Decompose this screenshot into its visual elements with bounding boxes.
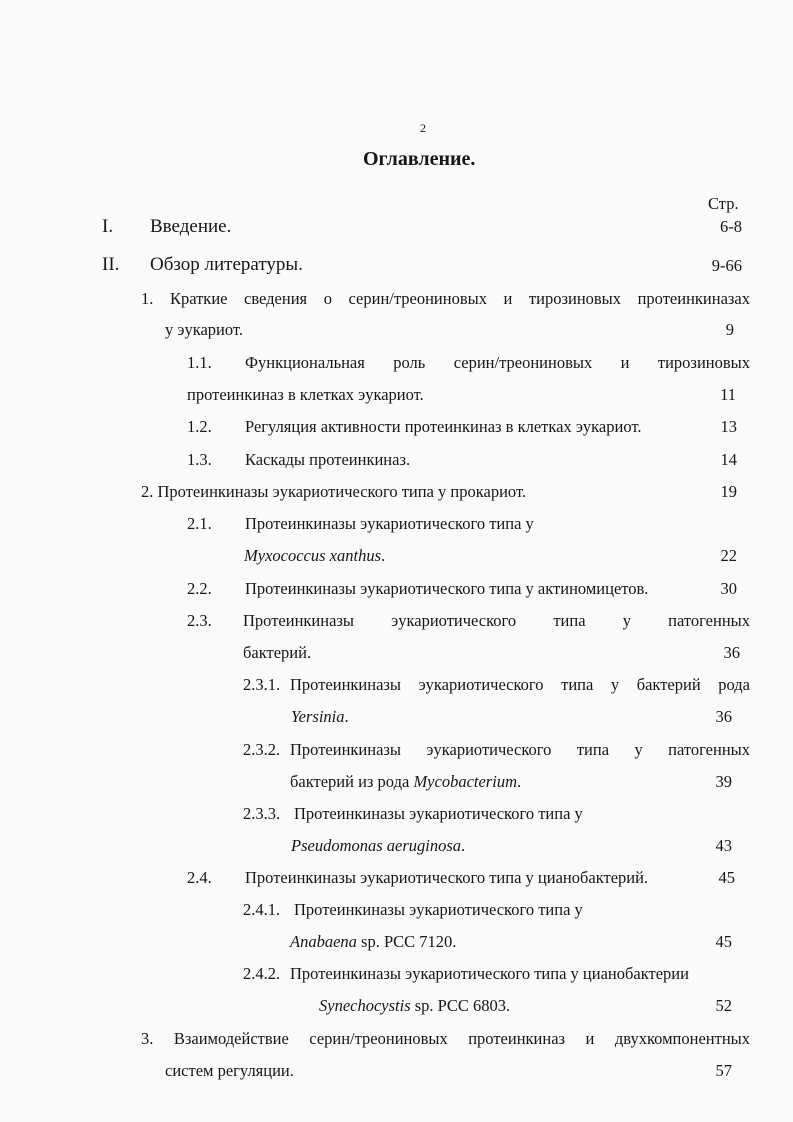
toc-entry-title: Протеинкиназы эукариотического типа у цианобактерий. bbox=[245, 868, 649, 887]
punctuation: . bbox=[461, 836, 466, 855]
toc-entry-number: II. bbox=[102, 254, 120, 275]
organism-name: Mycobacterium bbox=[413, 772, 517, 791]
toc-entry-title: Протеинкиназы эукариотического типа у бактерий рода bbox=[290, 675, 750, 694]
toc-entry-title: Регуляция активности протеинкиназ в клетках эукариот. bbox=[245, 417, 642, 436]
toc-entry-number: 2.1. bbox=[187, 514, 212, 533]
toc-entry-title: Обзор литературы. bbox=[150, 254, 303, 275]
toc-entry-page: 45 bbox=[715, 932, 732, 951]
toc-entry-number: 1.2. bbox=[187, 417, 212, 436]
toc-entry-title: Функциональная роль серин/треониновых и тирозиновых bbox=[245, 353, 750, 372]
toc-entry-page: 6-8 bbox=[720, 217, 742, 236]
toc-entry-number: 2.4. bbox=[187, 868, 212, 887]
toc-entry-number: 2.3.1. bbox=[243, 675, 281, 694]
toc-entry-title: Протеинкиназы эукариотического типа у bbox=[294, 804, 583, 823]
toc-entry-number: 2.4.2. bbox=[243, 964, 281, 983]
organism-name: Anabaena bbox=[290, 932, 357, 951]
toc-entry-page: 39 bbox=[715, 772, 732, 791]
toc-entry-title: Протеинкиназы эукариотического типа у патогенных bbox=[290, 740, 750, 759]
toc-entry-title-cont bbox=[291, 707, 349, 727]
toc-entry-title: Каскады протеинкиназ. bbox=[245, 450, 411, 469]
punctuation: . bbox=[516, 772, 522, 791]
strain-suffix: sp. PCC 7120. bbox=[356, 932, 457, 951]
toc-entry-page: 13 bbox=[720, 417, 737, 436]
title-text: бактерий из рода bbox=[290, 772, 414, 791]
toc-entry-title-cont: систем регуляции. bbox=[165, 1061, 294, 1080]
toc-entry-title-cont bbox=[290, 932, 456, 952]
toc-entry-number: 2.3.3. bbox=[243, 804, 281, 823]
toc-entry-title-cont: бактерий. bbox=[243, 643, 312, 662]
toc-entry-page: 57 bbox=[715, 1061, 732, 1080]
toc-entry-title-cont bbox=[319, 996, 510, 1016]
page-number: 2 bbox=[420, 121, 426, 135]
toc-entry-number: 2.3.2. bbox=[243, 740, 281, 759]
toc-entry-title: Протеинкиназы эукариотического типа у bbox=[245, 514, 534, 533]
toc-entry-page: 30 bbox=[720, 579, 737, 598]
toc-entry-title: Введение. bbox=[150, 216, 232, 237]
toc-entry-title-cont bbox=[291, 836, 465, 856]
toc-entry-page: 19 bbox=[720, 482, 737, 501]
toc-entry-title: Протеинкиназы эукариотического типа у bbox=[294, 900, 583, 919]
toc-entry-page: 9 bbox=[725, 320, 734, 339]
toc-entry-title: Протеинкиназы эукариотического типа у цианобактерии bbox=[290, 964, 689, 983]
punctuation: . bbox=[344, 707, 349, 726]
toc-entry-page: 14 bbox=[720, 450, 737, 469]
organism-name: Pseudomonas aeruginosa bbox=[291, 836, 462, 855]
toc-entry-title-cont: протеинкиназ в клетках эукариот. bbox=[187, 385, 424, 404]
toc-entry-title-cont: у эукариот. bbox=[165, 320, 244, 339]
page-column-header: Стр. bbox=[708, 194, 739, 213]
toc-entry-number: 1.3. bbox=[187, 450, 212, 469]
strain-suffix: sp. PCC 6803. bbox=[410, 996, 511, 1015]
toc-entry-number: 2.2. bbox=[187, 579, 212, 598]
toc-entry-title: 2. Протеинкиназы эукариотического типа у прокариот. bbox=[141, 482, 527, 501]
organism-name: Synechocystis bbox=[319, 996, 411, 1015]
toc-entry-page: 36 bbox=[723, 643, 740, 662]
toc-entry-title-cont bbox=[244, 546, 385, 566]
toc-entry-page: 52 bbox=[715, 996, 732, 1015]
organism-name: Yersinia bbox=[291, 707, 345, 726]
toc-entry-page: 9-66 bbox=[711, 256, 742, 275]
toc-entry-title-cont bbox=[290, 772, 521, 792]
toc-entry-title: 3. Взаимодействие серин/треониновых протеинкиназ и двухкомпонентных bbox=[141, 1029, 750, 1048]
toc-entry-page: 45 bbox=[718, 868, 735, 887]
toc-entry-page: 36 bbox=[715, 707, 732, 726]
toc-entry-page: 43 bbox=[715, 836, 732, 855]
toc-entry-page: 22 bbox=[720, 546, 737, 565]
toc-entry-number: 2.3. bbox=[187, 611, 212, 630]
toc-entry-title: 1. Краткие сведения о серин/треониновых и тирозиновых протеинкиназах bbox=[141, 289, 750, 308]
toc-entry-page: 11 bbox=[720, 385, 736, 404]
toc-entry-number: 2.4.1. bbox=[243, 900, 281, 919]
toc-entry-number: 1.1. bbox=[187, 353, 212, 372]
toc-entry-number: I. bbox=[102, 216, 114, 237]
page-title: Оглавление. bbox=[363, 148, 476, 170]
punctuation: . bbox=[381, 546, 386, 565]
toc-entry-title: Протеинкиназы эукариотического типа у патогенных bbox=[243, 611, 750, 630]
toc-entry-title: Протеинкиназы эукариотического типа у актиномицетов. bbox=[245, 579, 649, 598]
organism-name: Myxococcus xanthus bbox=[244, 546, 381, 565]
